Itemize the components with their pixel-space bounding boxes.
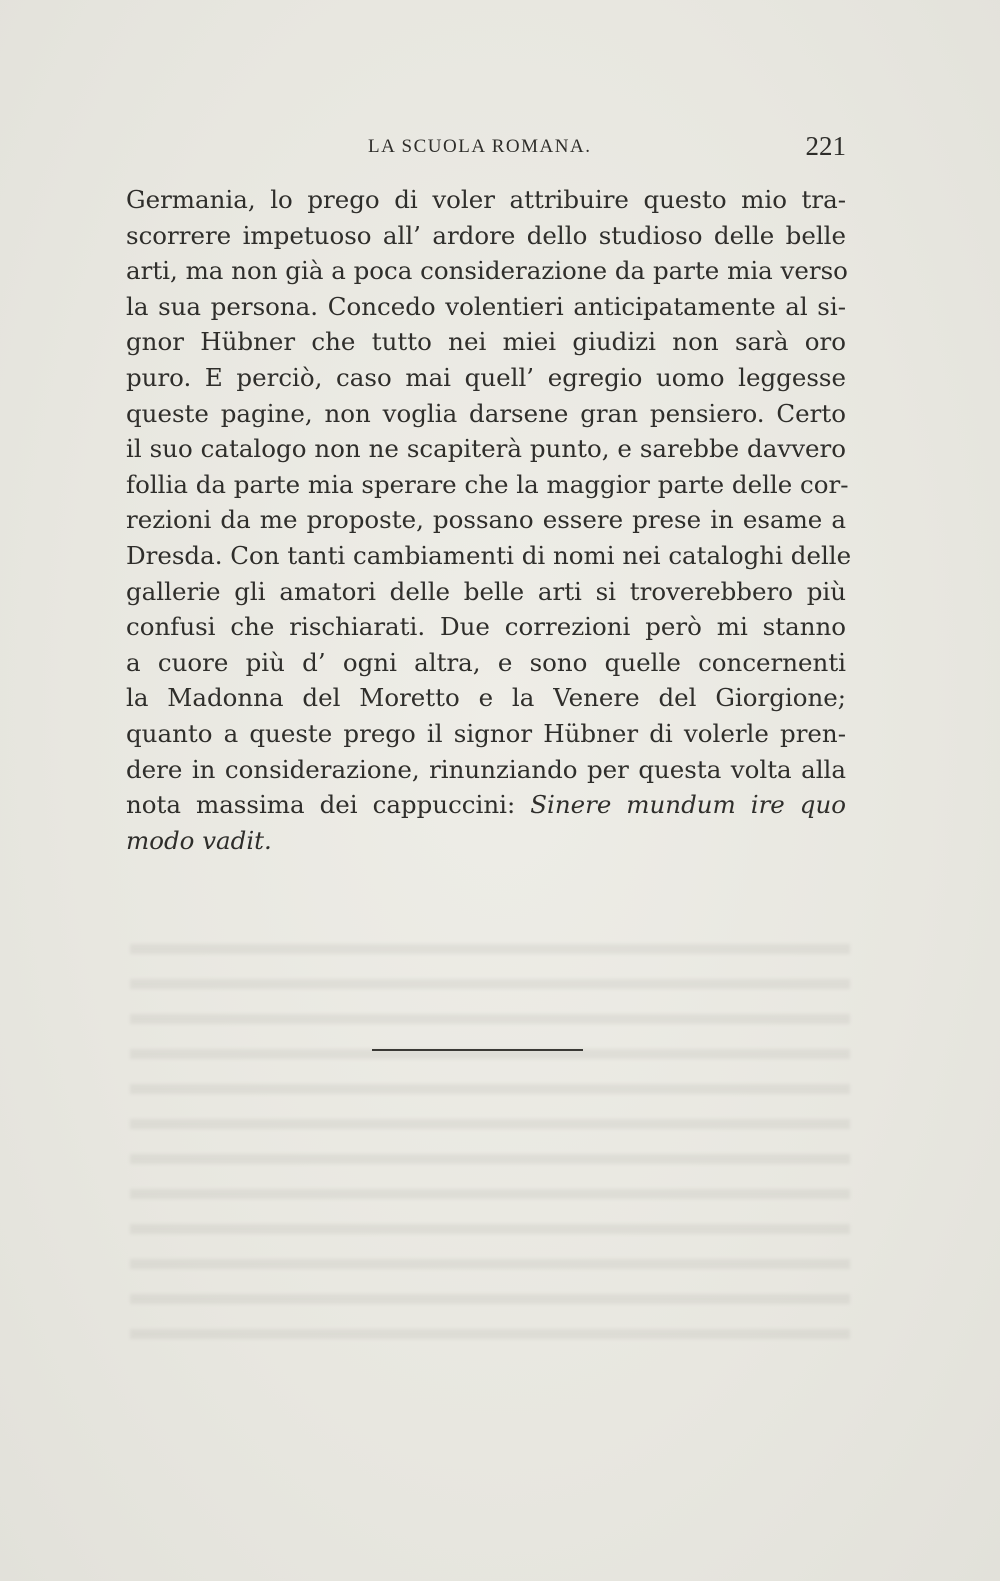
text-line: Germania, lo prego di voler attribuire questo mio tra- <box>126 185 846 214</box>
text-line: gnor Hübner che tutto nei miei giudizi non sarà oro <box>126 327 846 357</box>
latin-quote-end: modo vadit. <box>126 825 272 855</box>
text-line: la Madonna del Moretto e la Venere del Giorgione; <box>126 683 846 713</box>
text-line: Dresda. Con tanti cambiamenti di nomi nei cataloghi delle <box>126 540 852 570</box>
text-line: rezioni da me proposte, possano essere prese in esame a <box>126 505 846 535</box>
text-line: arti, ma non già a poca considerazione da parte mia verso <box>126 256 848 286</box>
page-header <box>126 131 846 168</box>
latin-quote: Sinere mundum ire quo <box>530 790 846 820</box>
page-number: 221 <box>805 131 846 161</box>
text-line: il suo catalogo non ne scapiterà punto, e sarebbe davvero <box>126 434 846 464</box>
show-through-bleed <box>130 930 850 1350</box>
text-line: follia da parte mia sperare che la maggior parte delle cor- <box>126 469 849 499</box>
text-plain: nota massima dei cappuccini: <box>126 790 516 820</box>
text-line: a cuore più d’ ogni altra, e sono quelle concernenti <box>126 647 846 677</box>
text-line-mixed <box>126 787 846 823</box>
text-line: quanto a queste prego il signor Hübner di volerle pren- <box>126 718 846 748</box>
text-line: dere in considerazione, rinunziando per questa volta alla <box>126 754 846 784</box>
text-line: scorrere impetuoso all’ ardore dello studioso delle belle <box>126 220 846 250</box>
text-line: la sua persona. Concedo volentieri anticipatamente al si- <box>126 291 846 321</box>
body-text <box>126 182 852 858</box>
text-line: puro. E perciò, caso mai quell’ egregio uomo leggesse <box>126 362 846 392</box>
end-rule <box>372 1049 583 1051</box>
text-line: gallerie gli amatori delle belle arti si troverebbero più <box>126 576 846 606</box>
text-line: queste pagine, non voglia darsene gran pensiero. Certo <box>126 398 846 428</box>
running-head: LA SCUOLA ROMANA. <box>368 136 592 157</box>
text-line: confusi che rischiarati. Due correzioni però mi stanno <box>126 612 846 642</box>
